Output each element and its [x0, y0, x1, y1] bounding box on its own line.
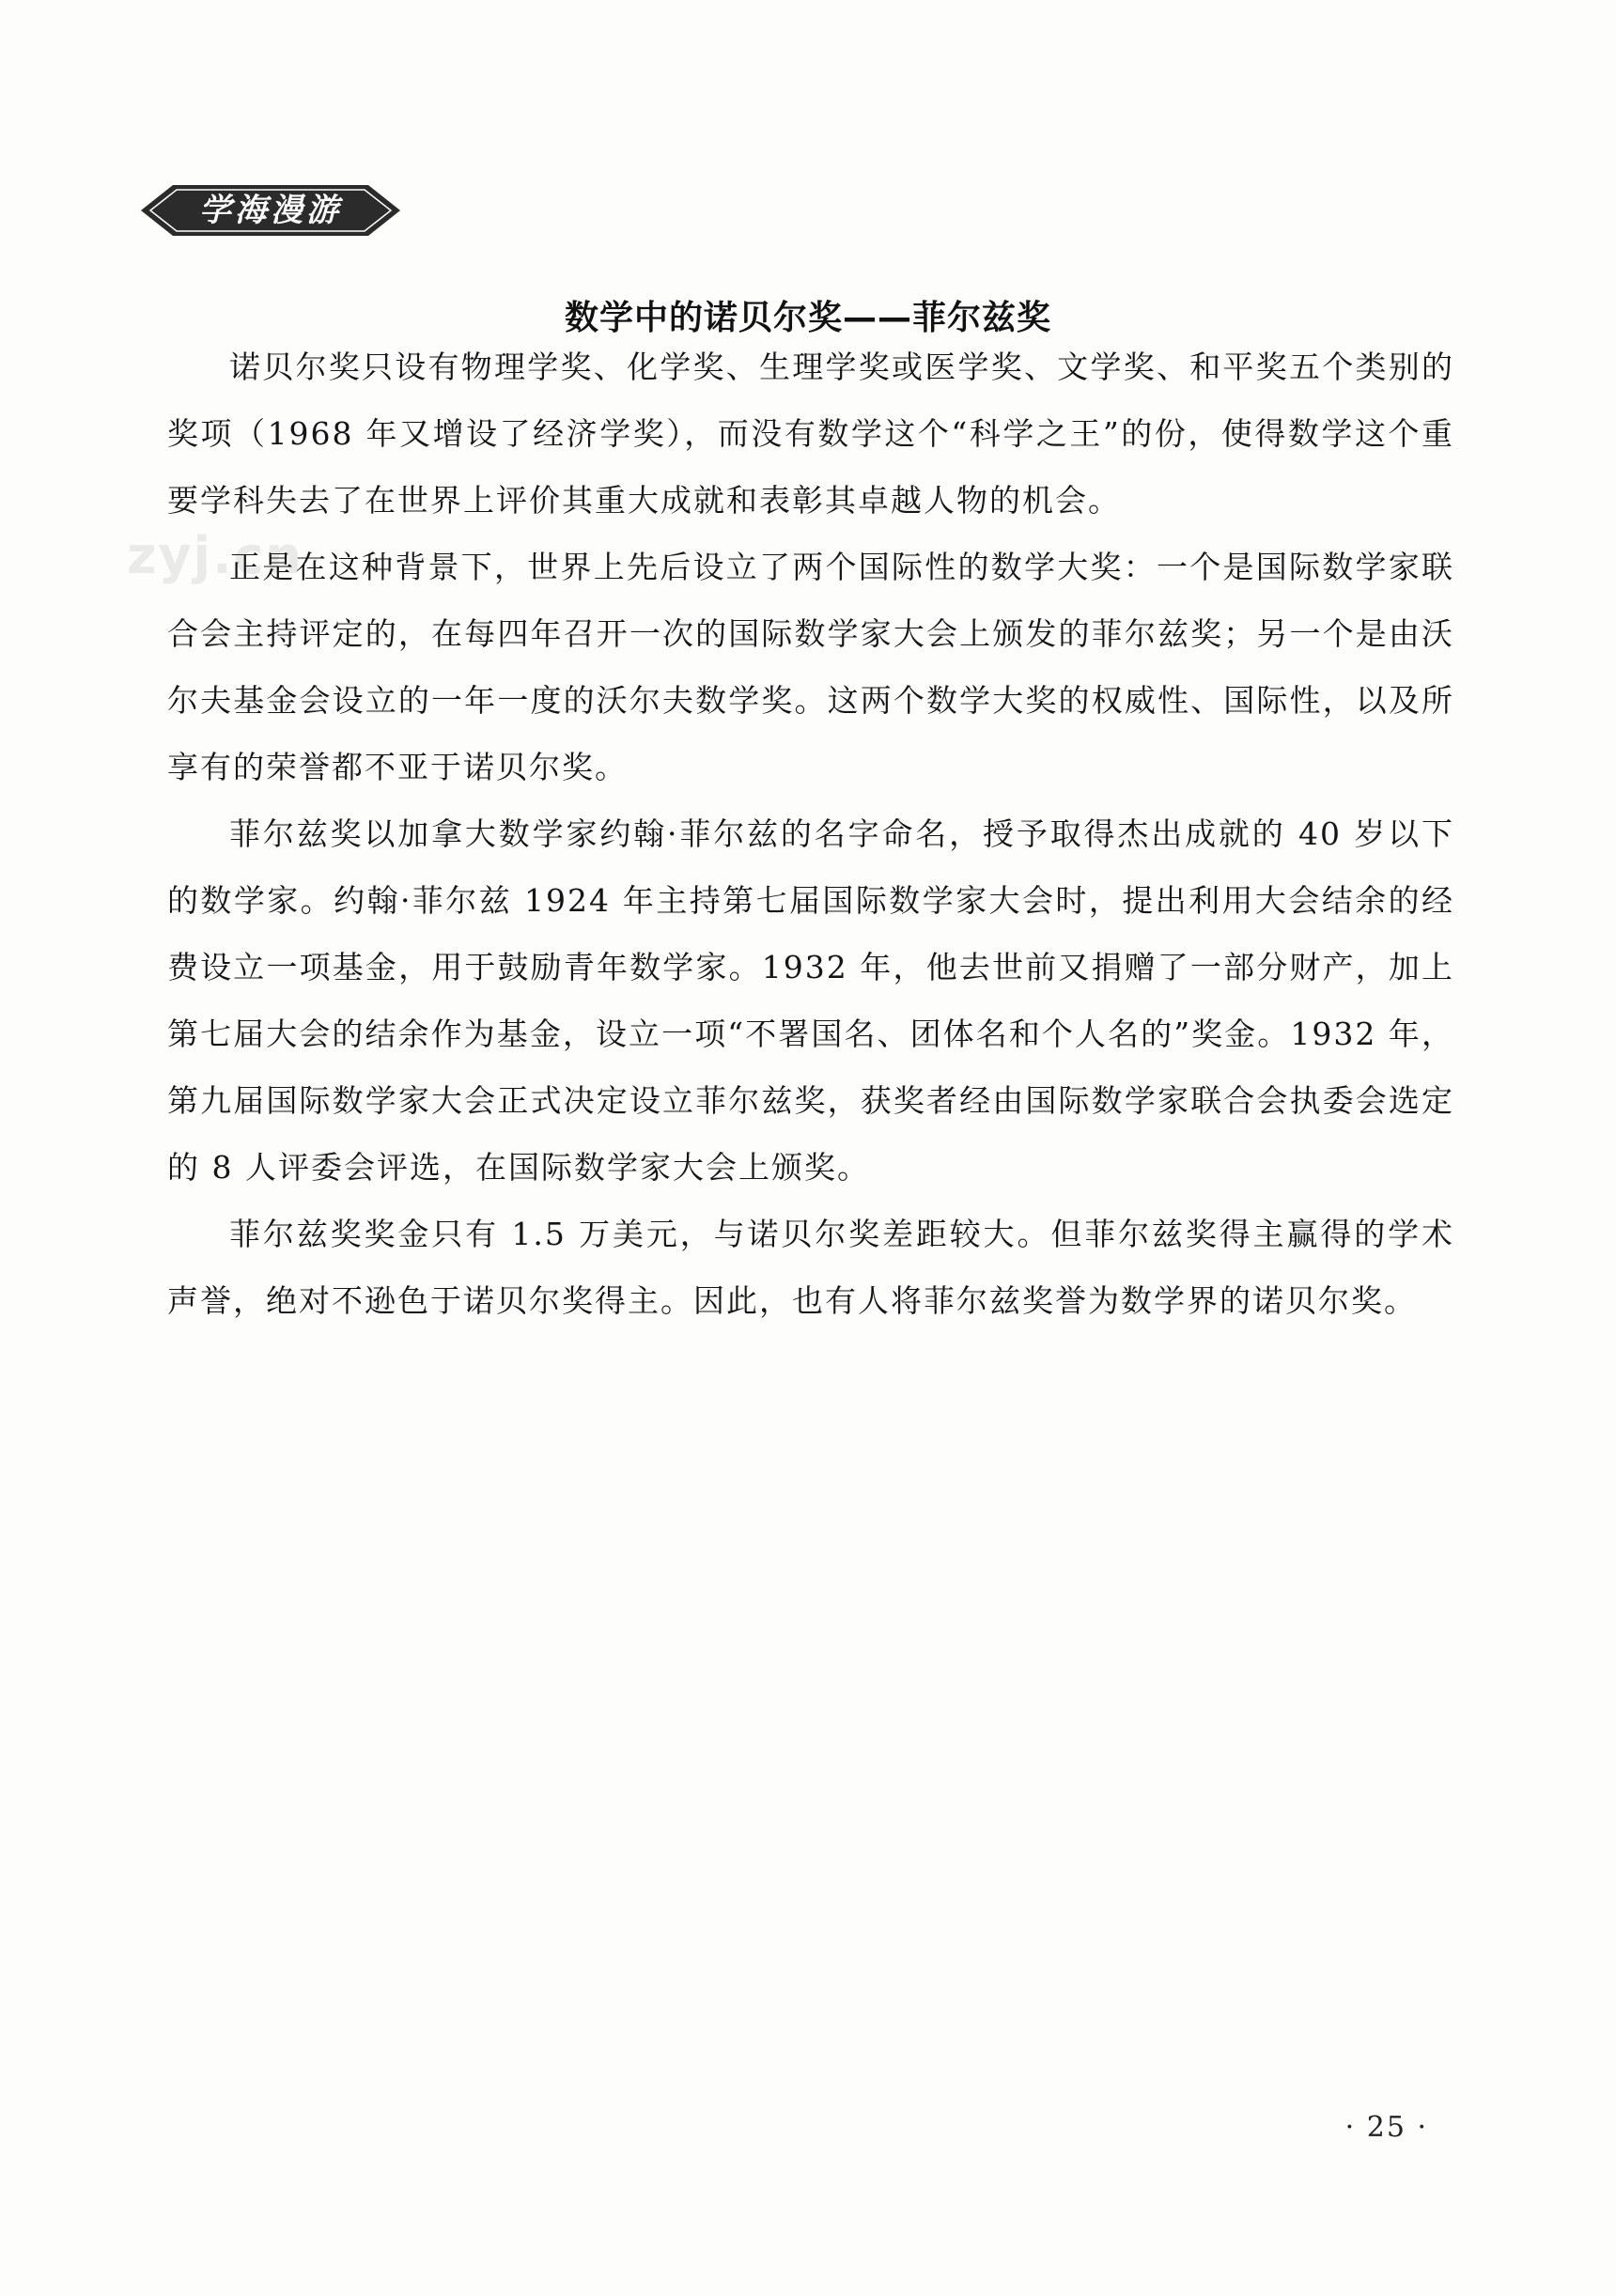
paragraph: 菲尔兹奖以加拿大数学家约翰·菲尔兹的名字命名，授予取得杰出成就的 40 岁以下的数学家。约翰·菲尔兹 1924 年主持第七届国际数学家大会时，提出利用大会结余的经费设立一项基金，用于鼓励青年数学家。1932 年，他去世前又捐赠了一部分财产，加上第七届大会的结余作为基金，设立一项“不署国名、团体名和个人名的”奖金。1932 年，第九届国际数学家大会正式决定设立菲尔兹奖，获奖者经由国际数学家联合会执委会选定的 8 人评委会评选，在国际数学家大会上颁奖。	[167, 815, 1454, 1186]
paragraph: 菲尔兹奖奖金只有 1.5 万美元，与诺贝尔奖差距较大。但菲尔兹奖得主赢得的学术声誉，绝对不逊色于诺贝尔奖得主。因此，也有人将菲尔兹奖誉为数学界的诺贝尔奖。	[167, 1216, 1454, 1319]
article-body	[167, 334, 1454, 1334]
paragraph: 正是在这种背景下，世界上先后设立了两个国际性的数学大奖：一个是国际数学家联合会主持评定的，在每四年召开一次的国际数学家大会上颁发的菲尔兹奖；另一个是由沃尔夫基金会设立的一年一度的沃尔夫数学奖。这两个数学大奖的权威性、国际性，以及所享有的荣誉都不亚于诺贝尔奖。	[167, 549, 1454, 785]
page-number: · 25 ·	[1344, 2111, 1428, 2144]
watermark: zyj.cn	[127, 526, 304, 585]
paragraph: 诺贝尔奖只设有物理学奖、化学奖、生理学奖或医学奖、文学奖、和平奖五个类别的奖项（1968 年又增设了经济学奖），而没有数学这个“科学之王”的份，使得数学这个重要学科失去了在世界上评价其重大成就和表彰其卓越人物的机会。	[167, 349, 1454, 519]
article-title: 数学中的诺贝尔奖——菲尔兹奖	[564, 299, 1051, 338]
section-banner	[141, 181, 400, 240]
section-label: 学海漫游	[199, 192, 342, 229]
